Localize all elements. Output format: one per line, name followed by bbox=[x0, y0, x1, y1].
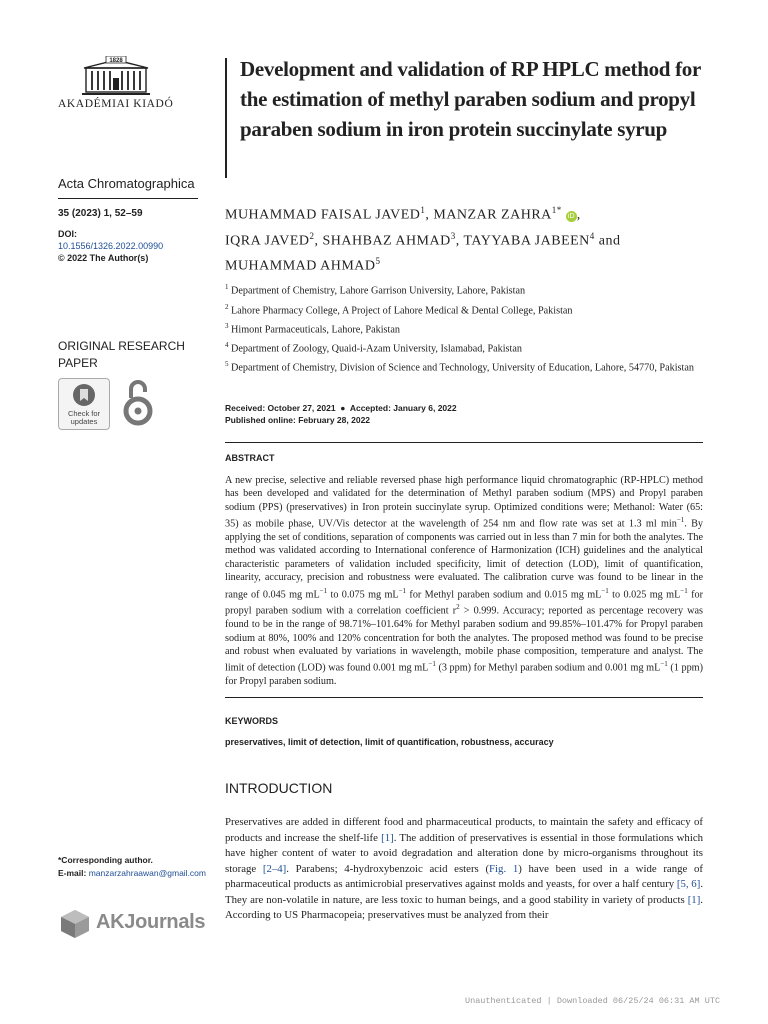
email-label: E-mail: bbox=[58, 868, 89, 878]
author-name[interactable]: IQRA JAVED bbox=[225, 233, 310, 249]
journal-divider bbox=[58, 198, 198, 199]
check-updates-line1: Check for bbox=[67, 409, 101, 418]
affiliation: $^4$ Department of Zoology, Quaid-i-Azam University, Islamabad, Pakistan bbox=[225, 341, 522, 355]
citation-link[interactable]: [1] bbox=[381, 831, 394, 844]
author-name[interactable]: MANZAR ZAHRA bbox=[433, 207, 552, 223]
author-affiliation-mark: 1* bbox=[551, 205, 562, 215]
journal-volume: 35 (2023) 1, 52–59 bbox=[58, 208, 143, 219]
doi-label: DOI: bbox=[58, 229, 77, 239]
akjournals-wordmark: AKJournals bbox=[96, 911, 206, 933]
publication-dates: Received: October 27, 2021 ● Accepted: January 6, 2022 Published online: February 28, 2022 bbox=[225, 403, 457, 425]
published-date: Published online: February 28, 2022 bbox=[225, 415, 371, 425]
author-affiliation-mark: 2 bbox=[309, 230, 315, 241]
author-name[interactable]: MUHAMMAD FAISAL JAVED bbox=[225, 207, 421, 223]
copyright: © 2022 The Author(s) bbox=[58, 253, 149, 263]
keywords-heading: KEYWORDS bbox=[225, 716, 279, 726]
open-access-icon bbox=[122, 378, 154, 433]
building-icon bbox=[82, 56, 150, 96]
keywords-text: preservatives, limit of detection, limit of quantification, robustness, accuracy bbox=[225, 737, 554, 747]
citation-link[interactable]: [1] bbox=[687, 893, 701, 906]
accepted-date: Accepted: January 6, 2022 bbox=[349, 403, 457, 413]
check-for-updates-badge[interactable] bbox=[58, 378, 110, 430]
affiliation: $^3$ Himont Parmaceuticals, Lahore, Pakistan bbox=[225, 322, 400, 336]
cube-icon bbox=[58, 908, 92, 940]
author-affiliation-mark: 1 bbox=[420, 205, 426, 215]
author-name[interactable]: MUHAMMAD AHMAD bbox=[225, 258, 376, 274]
author-affiliation-mark: 5 bbox=[375, 256, 381, 267]
received-date: Received: October 27, 2021 bbox=[225, 403, 336, 413]
corresponding-email-link[interactable]: manzarzahraawan@gmail.com bbox=[88, 868, 206, 878]
akjournals-logo[interactable] bbox=[58, 908, 206, 940]
bookmark-icon bbox=[72, 383, 96, 409]
orcid-icon[interactable]: iD bbox=[567, 212, 576, 220]
publisher-logo bbox=[58, 56, 173, 96]
check-updates-line2: updates bbox=[70, 417, 98, 426]
abstract-bottom-rule bbox=[225, 697, 703, 698]
abstract-top-rule bbox=[225, 442, 703, 443]
download-footer: Unauthenticated | Downloaded 06/25/24 06:31 AM UTC bbox=[465, 996, 721, 1006]
logo-year: 1828 bbox=[109, 57, 123, 64]
affiliation: $^5$ Department of Chemistry, Division of Science and Technology, University of Education, Lahore, 54770, Pakistan bbox=[225, 360, 694, 374]
abstract-text: A new precise, selective and reliable reversed phase high performance liquid chromatographic (RP-HPLC) method has been developed and validated for the determination of Methyl paraben sodium (MPS) and Propyl paraben sodium (PPS) (preservatives) in Iron protein succinylate syrup. Optimized conditions were; Methanol: Water (65: 35) as mobile phase, UV/Vis detector at the wavelength of 254 nm and flow rate was set at 1.3 ml $\min^{-1}$. By applying the set of conditions, separation of components was carried out in less than 7 min for both the analytes. The method was validated according to International conference of Harmonization (ICH) guidelines and the analytical characteristic parameters of validation included specificity, limit of detection (LOD), limit of quantification, linearity, accuracy, precision and robustness were evaluated. The calibration curve was found to be linear in the range of 0.045 mg $mL^{-1}$ to 0.075 mg $mL^{-1}$ for Methyl paraben sodium and 0.015 mg $mL^{-1}$ to 0.025 mg $mL^{-1}$ for propyl paraben sodium with a correlation coefficient $r^2 > 0.999$. Accuracy; reported as percentage recovery was found to be in the range of 98.71%–101.64% for Methyl paraben sodium and 99.85%–101.47% for Propyl paraben sodium at 80%, 100% and 120% concentration for both the analytes. The proposed method was found to be precise and robust when evaluated by variations in wavelength, mobile phase composition, temperature and analyst. The limit of detection (LOD) was found 0.001 mg $mL^{-1}$ (3 ppm) for Methyl paraben sodium and 0.001 mg $mL^{-1}$ (1 ppm) for Propyl paraben sodium. bbox=[225, 475, 703, 688]
introduction-heading: INTRODUCTION bbox=[225, 780, 333, 796]
publisher-name: AKADÉMIAI KIADÓ bbox=[58, 98, 174, 110]
affiliation: $^2$ Lahore Pharmacy College, A Project of Lahore Medical & Dental College, Pakistan bbox=[225, 303, 573, 317]
citation-link[interactable]: [5, 6] bbox=[676, 878, 701, 890]
author-affiliation-mark: 4 bbox=[589, 230, 595, 241]
abstract-heading: ABSTRACT bbox=[225, 453, 275, 463]
citation-link[interactable]: [2–4] bbox=[262, 862, 287, 875]
author-name[interactable]: TAYYABA JABEEN bbox=[463, 233, 590, 249]
doi-link[interactable]: 10.1556/1326.2022.00990 bbox=[58, 241, 164, 251]
author-affiliation-mark: 3 bbox=[450, 230, 456, 241]
affiliation: $^1$ Department of Chemistry, Lahore Garrison University, Lahore, Pakistan bbox=[225, 283, 526, 297]
author-list: MUHAMMAD FAISAL JAVED$^1$, MANZAR $ZAHRA^{1*}$ iD , IQRA JAVED$^2$, SHAHBAZ AHMAD$^3$, TAYYABA JABEEN$^4$ and MUHAMMAD AHMAD$^5$ bbox=[225, 205, 621, 274]
figure-link[interactable]: Fig. 1 bbox=[489, 862, 519, 875]
introduction-text: Preservatives are added in different food and pharmaceutical products, to maintain the safety and efficacy of products and increase the shelf-life [1]. The addition of preservatives is essential in those formulations which have higher content of water to avoid degradation and alteration done by micro-organisms throughout its storage [2–4]. Parabens; 4-hydroxybenzoic acid esters (Fig. 1) have been used in a wide range of pharmaceutical products as antimicrobial preservatives against molds and yeasts, for over a half century [5, 6]. They are non-volatile in nature, are less toxic to human beings, and a good stability in variety of products [1]. According to US Pharmacopeia; preservatives must be analyzed from their bbox=[225, 816, 704, 921]
corresponding-author-label: *Corresponding author. bbox=[58, 855, 153, 865]
paper-type: ORIGINAL RESEARCH PAPER bbox=[58, 339, 185, 370]
title-rule bbox=[225, 58, 227, 178]
author-name[interactable]: SHAHBAZ AHMAD bbox=[322, 233, 451, 249]
corresponding-email-line bbox=[58, 868, 206, 878]
article-title: Development and validation of RP HPLC method for the estimation of methyl paraben sodium and propyl paraben sodium in iron protein succinylate syrup bbox=[240, 57, 701, 141]
journal-name[interactable]: Acta Chromatographica bbox=[58, 176, 195, 191]
